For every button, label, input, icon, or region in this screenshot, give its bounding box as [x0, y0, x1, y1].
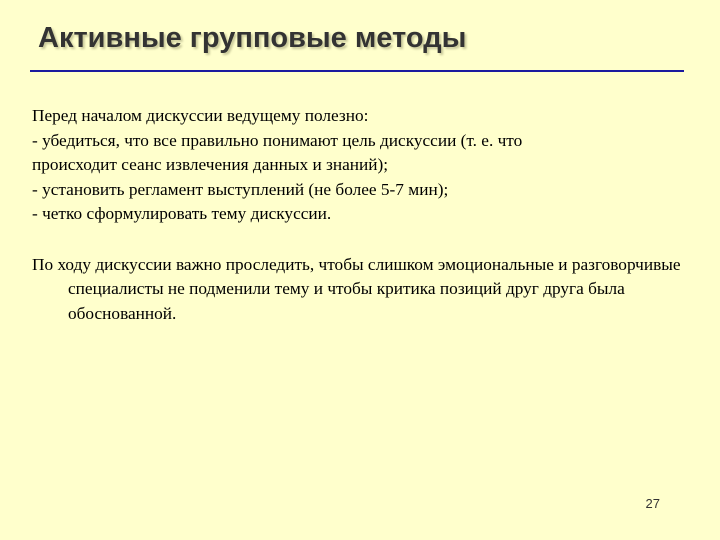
bullet-line: - четко сформулировать тему дискуссии.	[32, 204, 332, 223]
paragraph-during-discussion	[32, 253, 682, 327]
bullet-line: - убедиться, что все правильно понимают цель дискуссии (т. е. что	[32, 130, 523, 150]
bullet-line: происходит сеанс извлечения данных и знаний);	[32, 155, 389, 174]
page-number: 27	[645, 496, 660, 511]
slide-title: Активные групповые методы	[38, 22, 467, 54]
bullet-line: - установить регламент выступлений (не более 5-7 мин);	[32, 179, 449, 199]
paragraph-gap	[32, 227, 682, 253]
paragraph-preparation	[32, 104, 682, 227]
paragraph-text: По ходу дискуссии важно проследить, чтобы слишком эмоциональные и разговорчивые специалисты не подменили тему и чтобы критика позиций друг друга была обоснованной.	[32, 254, 681, 323]
slide-body	[32, 104, 682, 326]
intro-line: Перед началом дискуссии ведущему полезно:	[32, 106, 369, 125]
title-divider	[30, 70, 684, 72]
